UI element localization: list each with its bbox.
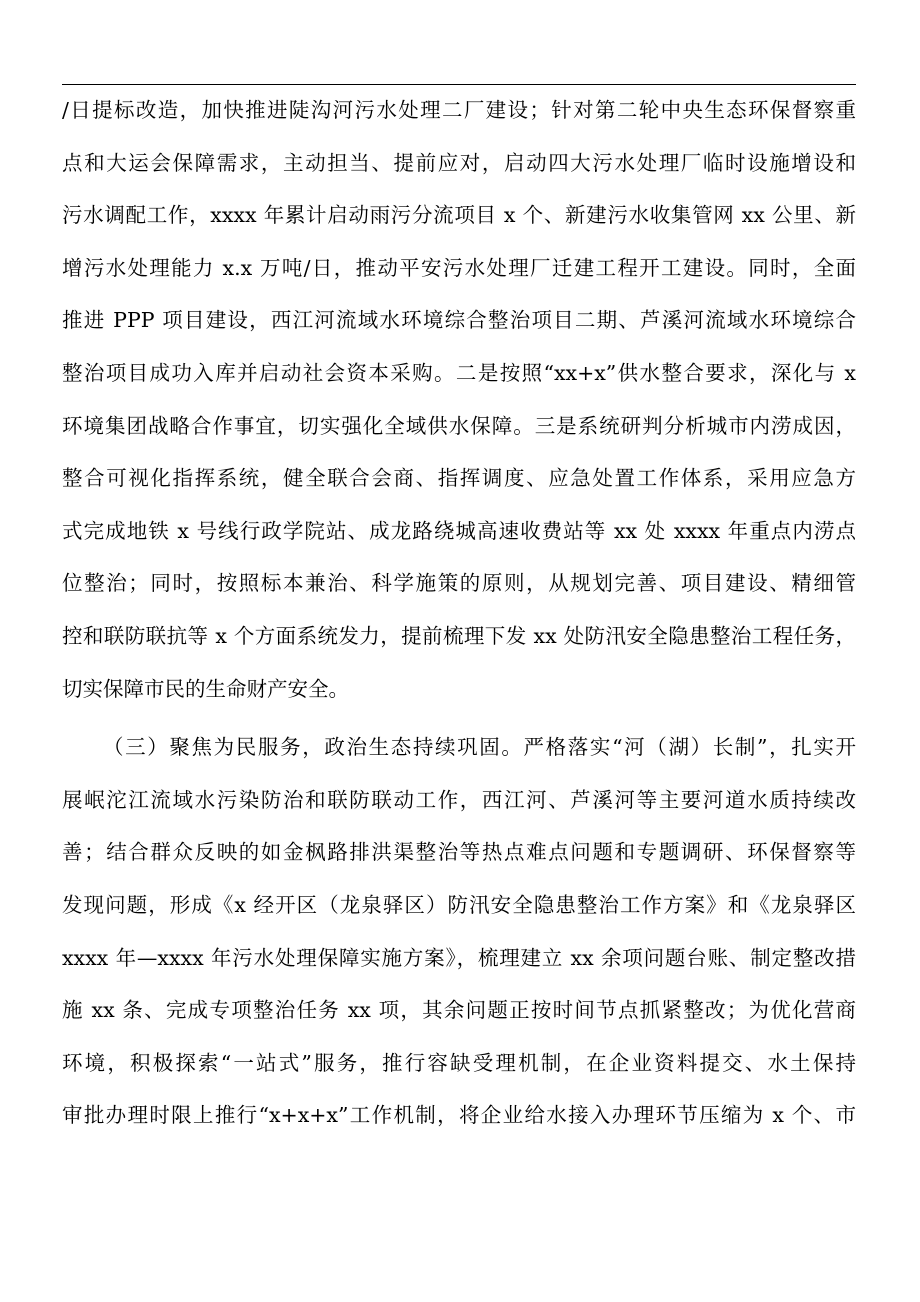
- text-line: 环境集团战略合作事宜，切实强化全域供水保障。三是系统研判分析城市内涝成因，: [62, 413, 856, 438]
- text-line: 审批办理时限上推行“x+x+x”工作机制，将企业给水接入办理环节压缩为 x 个、市: [62, 1103, 856, 1128]
- text-line: 推进 PPP 项目建设，西江河流域水环境综合整治项目二期、芦溪河流域水环境综合: [62, 308, 856, 333]
- text-line: 整合可视化指挥系统，健全联合会商、指挥调度、应急处置工作体系，采用应急方: [62, 466, 856, 491]
- text-line: xxxx 年—xxxx 年污水处理保障实施方案》，梳理建立 xx 余项问题台账、制定整改措: [62, 945, 856, 970]
- paragraph-1: [62, 84, 856, 715]
- text-line: 发现问题，形成《x 经开区（龙泉驿区）防汛安全隐患整治工作方案》和《龙泉驿区: [62, 892, 856, 917]
- text-line: （三）聚焦为民服务，政治生态持续巩固。严格落实“河（湖）长制”，扎实开: [103, 735, 856, 760]
- paragraph-2: [62, 721, 856, 1142]
- text-line: 增污水处理能力 x.x 万吨/日，推动平安污水处理厂迁建工程开工建设。同时，全面: [62, 255, 856, 280]
- document-body: [62, 84, 856, 1142]
- text-line: 展岷沱江流域水污染防治和联防联动工作，西江河、芦溪河等主要河道水质持续改: [62, 787, 856, 812]
- text-line: 整治项目成功入库并启动社会资本采购。二是按照“xx+x”供水整合要求，深化与 x: [62, 360, 856, 385]
- text-line: 位整治；同时，按照标本兼治、科学施策的原则，从规划完善、项目建设、精细管: [62, 571, 856, 596]
- text-line: 点和大运会保障需求，主动担当、提前应对，启动四大污水处理厂临时设施增设和: [62, 150, 856, 175]
- text-line: 控和联防联抗等 x 个方面系统发力，提前梳理下发 xx 处防汛安全隐患整治工程任务，: [62, 623, 856, 648]
- text-line: 式完成地铁 x 号线行政学院站、成龙路绕城高速收费站等 xx 处 xxxx 年重点内涝点: [62, 518, 856, 543]
- text-line: 施 xx 条、完成专项整治任务 xx 项，其余问题正按时间节点抓紧整改；为优化营商: [62, 998, 856, 1023]
- text-line: /日提标改造，加快推进陡沟河污水处理二厂建设；针对第二轮中央生态环保督察重: [62, 98, 856, 122]
- text-line: 环境，积极探索“一站式”服务，推行容缺受理机制，在企业资料提交、水土保持: [62, 1050, 856, 1075]
- text-line: 污水调配工作，xxxx 年累计启动雨污分流项目 x 个、新建污水收集管网 xx 公里、新: [62, 203, 856, 228]
- text-line: 切实保障市民的生命财产安全。: [62, 676, 349, 701]
- text-line: 善；结合群众反映的如金枫路排洪渠整治等热点难点问题和专题调研、环保督察等: [62, 840, 856, 865]
